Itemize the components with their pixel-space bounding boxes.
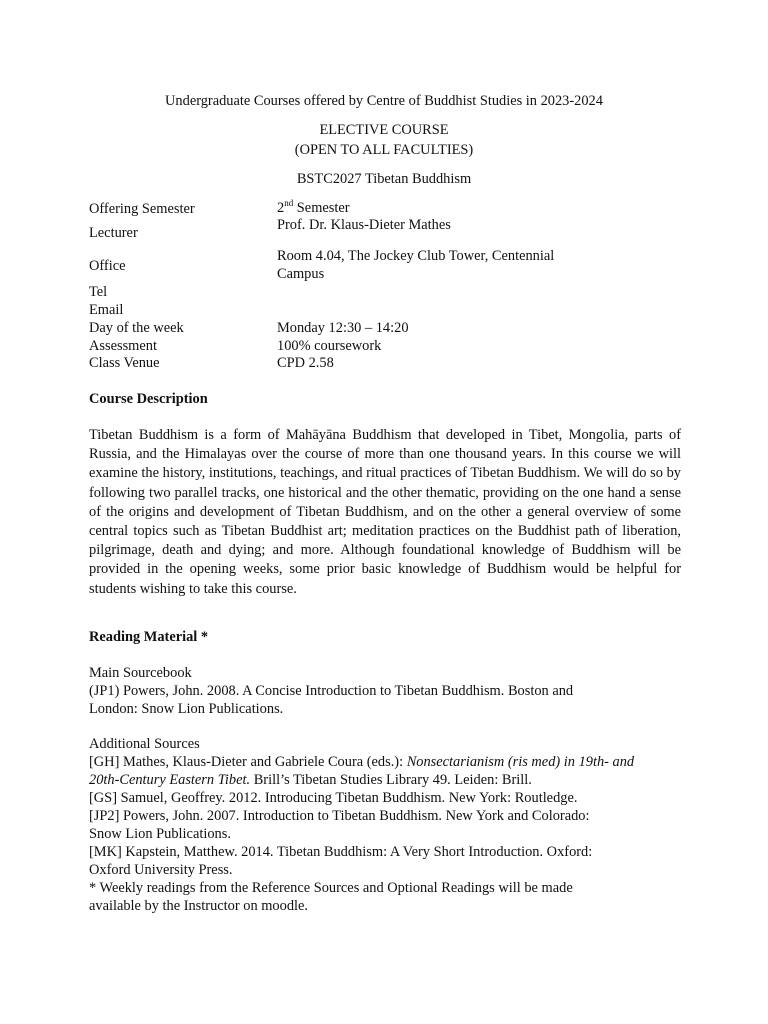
jp1-line1: (JP1) Powers, John. 2008. A Concise Introduction to Tibetan Buddhism. Boston and bbox=[89, 683, 574, 699]
office-value-line2: Campus bbox=[277, 266, 325, 282]
gh-line2: 20th-Century Eastern Tibet. Brill’s Tibetan Studies Library 49. Leiden: Brill. bbox=[89, 772, 532, 788]
main-sourcebook-block bbox=[89, 664, 689, 718]
offering-semester-label: Offering Semester bbox=[89, 201, 195, 217]
note-line1: * Weekly readings from the Reference Sources and Optional Readings will be made bbox=[89, 880, 573, 896]
jp2-line2: Snow Lion Publications. bbox=[89, 826, 231, 842]
reading-material-heading: Reading Material * bbox=[89, 629, 209, 645]
main-sourcebook-label: Main Sourcebook bbox=[89, 665, 192, 681]
mk-line2: Oxford University Press. bbox=[89, 862, 233, 878]
gh-line1: [GH] Mathes, Klaus-Dieter and Gabriele Coura (eds.): Nonsectarianism (ris med) in 19th- and bbox=[89, 754, 635, 770]
additional-sources-label: Additional Sources bbox=[89, 736, 200, 752]
day-label: Day of the week bbox=[89, 320, 184, 336]
open-to-all-faculties-label: (OPEN TO ALL FACULTIES) bbox=[294, 142, 474, 158]
lecturer-label: Lecturer bbox=[89, 225, 138, 241]
additional-sources-block bbox=[89, 735, 689, 915]
elective-course-label: ELECTIVE COURSE bbox=[319, 122, 449, 138]
jp2-line1: [JP2] Powers, John. 2007. Introduction to Tibetan Buddhism. New York and Colorado: bbox=[89, 808, 590, 824]
office-value-line1: Room 4.04, The Jockey Club Tower, Centennial bbox=[277, 248, 555, 264]
assessment-value: 100% coursework bbox=[277, 338, 382, 354]
mk-line1: [MK] Kapstein, Matthew. 2014. Tibetan Buddhism: A Very Short Introduction. Oxford: bbox=[89, 844, 593, 860]
course-code-title: BSTC2027 Tibetan Buddhism bbox=[296, 171, 472, 187]
venue-value: CPD 2.58 bbox=[277, 355, 334, 371]
day-value: Monday 12:30 – 14:20 bbox=[277, 320, 409, 336]
lecturer-value: Prof. Dr. Klaus-Dieter Mathes bbox=[277, 217, 451, 233]
venue-label: Class Venue bbox=[89, 355, 160, 371]
note-line2: available by the Instructor on moodle. bbox=[89, 898, 308, 914]
document-title: Undergraduate Courses offered by Centre of Buddhist Studies in 2023-2024 bbox=[165, 93, 603, 109]
offering-semester-value: 2nd Semester bbox=[277, 198, 350, 216]
office-label: Office bbox=[89, 258, 126, 274]
course-description-heading: Course Description bbox=[89, 391, 208, 407]
email-label: Email bbox=[89, 302, 124, 318]
jp1-line2: London: Snow Lion Publications. bbox=[89, 701, 284, 717]
gs-entry: [GS] Samuel, Geoffrey. 2012. Introducing Tibetan Buddhism. New York: Routledge. bbox=[89, 790, 578, 806]
course-description-body: Tibetan Buddhism is a form of Mahāyāna Buddhism that developed in Tibet, Mongolia, parts of Russia, and the Himalayas over the course of more than one thousand years. In this course we will examine the history, institutions, teachings, and ritual practices of Tibetan Buddhism. We will do so by following two parallel tracks, one historical and the other thematic, providing on the one hand a sense of the origins and development of Tibetan Buddhism, and on the other a general overview of some central topics such as Tibetan Buddhist art; meditation practices on the Buddhist path of liberation, pilgrimage, death and dying; and more. Although foundational knowledge of Buddhism will be provided in the opening weeks, some prior basic knowledge of Buddhism would be helpful for students wishing to take this course. bbox=[89, 427, 681, 597]
assessment-label: Assessment bbox=[89, 338, 157, 354]
tel-label: Tel bbox=[89, 284, 108, 300]
